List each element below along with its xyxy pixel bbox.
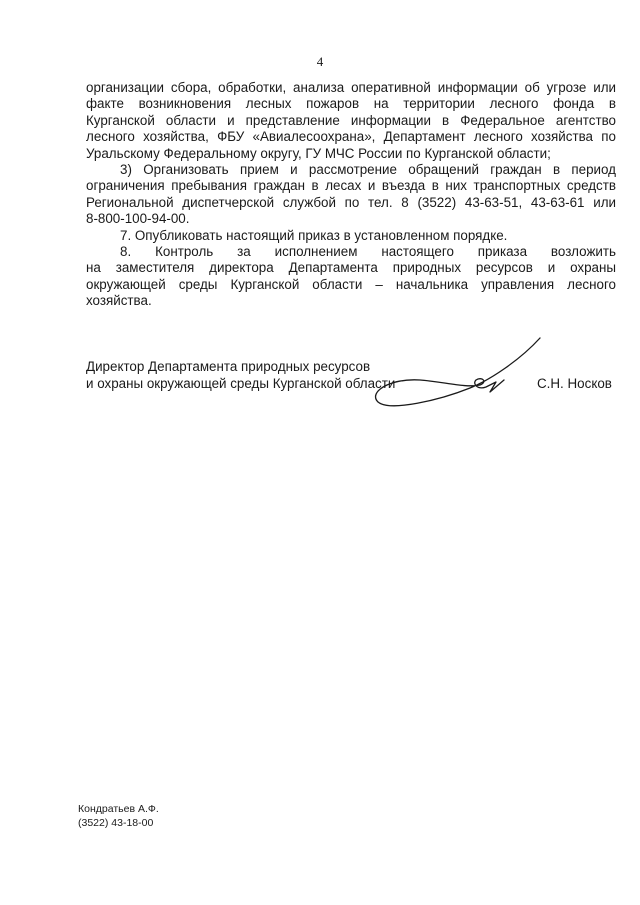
paragraph-information-exchange xyxy=(86,80,616,162)
text-line: организации сбора, обработки, анализа оперативной информации об угрозе или xyxy=(86,80,616,95)
text-line: 3) Организовать прием и рассмотрение обращений граждан в период xyxy=(120,162,616,178)
executor-info xyxy=(78,802,159,830)
text-line: ограничения пребывания граждан в лесах и въезда в них транспортных средств xyxy=(86,178,616,194)
paragraph-citizen-requests xyxy=(86,162,616,228)
paragraph-publish-order xyxy=(86,228,616,244)
handwritten-signature xyxy=(370,330,550,420)
executor-name: Кондратьев А.Ф. xyxy=(78,803,159,815)
signer-name: С.Н. Носков xyxy=(537,376,612,391)
text-line: Региональной диспетчерской службой по тел. 8 (3522) 43-63-51, 43-63-61 или xyxy=(86,194,616,210)
text-line: 8. Контроль за исполнением настоящего приказа возложить xyxy=(120,244,616,260)
text-line: 8-800-100-94-00. xyxy=(86,211,190,227)
executor-phone: (3522) 43-18-00 xyxy=(78,817,154,829)
text-line: 7. Опубликовать настоящий приказ в установленном порядке. xyxy=(120,227,508,243)
text-line: на заместителя директора Департамента природных ресурсов и охраны xyxy=(86,260,616,276)
text-line: Уральскому Федеральному округу, ГУ МЧС России по Курганской области; xyxy=(86,145,551,161)
page-number: 4 xyxy=(316,54,324,69)
signature-position xyxy=(86,358,395,392)
paragraph-control xyxy=(86,244,616,310)
position-line: и охраны окружающей среды Курганской области xyxy=(86,376,396,391)
text-line: окружающей среды Курганской области – начальника управления лесного xyxy=(86,276,616,292)
text-line: лесного хозяйства, ФБУ «Авиалесоохрана», Департамент лесного хозяйства по xyxy=(86,129,616,145)
position-line: Директор Департамента природных ресурсов xyxy=(86,359,371,374)
document-body xyxy=(86,80,616,310)
text-line: Курганской области и представление информации в Федеральное агентство xyxy=(86,112,616,128)
text-line: хозяйства. xyxy=(86,293,152,309)
text-line: факте возникновения лесных пожаров на территории лесного фонда в xyxy=(86,96,616,112)
